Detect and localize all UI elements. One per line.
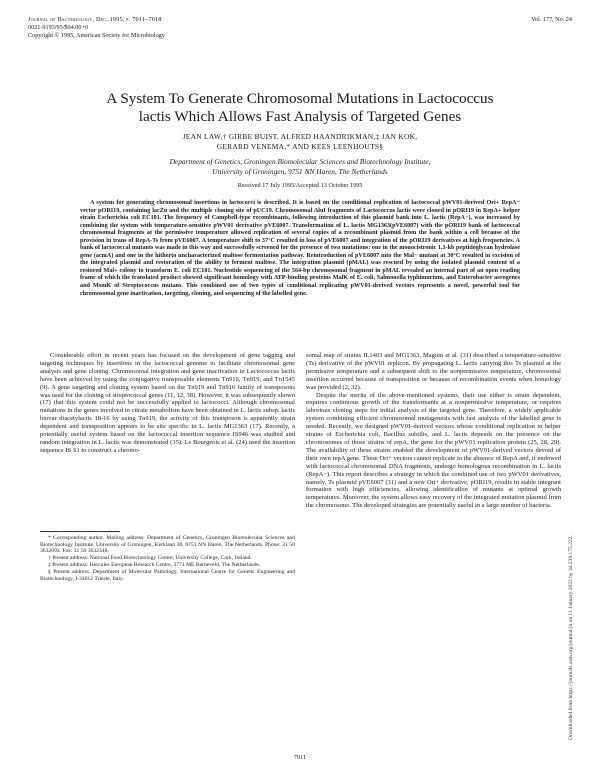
footnote-corresponding: * Corresponding author. Mailing address: Department of Genetics, Groningen Biomolecular Sciences and Biotechnology Institute, University of Groningen, Kerklaan 30, 9751 NN Haren, The Netherlands. Phone: 31 50 3632093. Fax: 31 50 3632348. — [40, 535, 295, 555]
affiliation-line-1: Department of Genetics, Groningen Biomolecular Sciences and Biotechnology Institute, — [169, 157, 431, 166]
intro-paragraph-1: Considerable effort in recent years has focused on the development of gene tagging and targeting techniques by insertions in the lactococcal genome to facilitate chromosomal gene analysis and gene cloning. Chromosomal integration and gene inactivation in Lactococcus lactis have been achieved by using the conjugative transposable elements Tn916, Tn919, and Tn1545 (9). A gene targeting and cloning system based on the Tn919 and Tn916 family of transposons was used for the cloning of streptococcal genes (11, 12, 38). However, it was subsequently shown (17) that this system could not be successfully applied to lactococci. Although chromosomal mutations in the genes involved in citrate metabolism have been obtained in L. lactis subsp. lactis biovar diacetylactis 18-16 by using Tn919, the activity of this transposon is apparently strain dependent and transposition appears to be site specific in L. lactis MG1363 (17). Recently, a potentially useful system based on the lactococcal insertion sequence IS946 was studied and random integration in L. lactis was demonstrated (35). Le Bourgeois et al. (24) used the insertion sequence IS S1 to construct a chromo- — [40, 352, 295, 454]
author-list — [40, 132, 560, 152]
title-line-1: A System To Generate Chromosomal Mutations in Lactococcus — [106, 90, 494, 107]
body-column-left — [40, 352, 295, 455]
abstract: A system for generating chromosomal insertions in lactococci is described. It is based on the conditional replication of lactococcal pWV01-derived Ori+ RepA− vector pORI19, containing lacZα and the multiple cloning site of pUC19. Chromosomal AluI fragments of Lactococcus lactis were cloned in pORI19 in RepA+ helper strain Escherichia coli EC101. The frequency of Campbell-type recombinants, following introduction of this plasmid bank into L. lactis (RepA−), was increased by combining the system with temperature-sensitive pWV01 derivative pVE6007. Transformation of L. lactis MG1363(pVE6007) with the pORI19 bank of lactococcal chromosomal fragments at the permissive temperature allowed replication of several copies of a recombinant plasmid from the bank within a cell because of the provision in trans of RepA-Ts from pVE6007. A temperature shift to 37°C resulted in loss of pVE6007 and integration of the pORI19 derivatives at high frequencies. A bank of lactococcal mutants was made in this way and successfully screened for the presence of two mutations: one in the monocistronic 1.3-kb peptidoglycan hydrolase gene (acmA) and one in the hitherto uncharacterized maltose fermentation pathway. Reintroduction of pVE6007 into the Mal− mutant at 30°C resulted in excision of the integrated plasmid and restoration of the ability to ferment maltose. The integration plasmid (pMAL) was rescued by using the isolated plasmid content of a restored Mal+ colony to transform E. coli EC101. Nucleotide sequencing of the 564-bp chromosomal fragment in pMAL revealed an internal part of an open reading frame of which the translated product showed significant homology with ATP-binding proteins MalK of E. coli, Salmonella typhimurium, and Enterobacter aerogenes and MsmK of Streptococcus mutans. This combined use of two types of conditional replicating pWV01-derived vectors represents a novel, powerful tool for chromosomal gene inactivation, targeting, cloning, and sequencing of the labelled gene. — [80, 200, 520, 297]
journal-header — [28, 16, 165, 40]
page-number: 7011 — [293, 754, 307, 761]
copyright: Copyright © 1995, American Society for Microbiology — [28, 32, 165, 39]
affiliation — [40, 157, 560, 176]
affiliation-line-2: University of Groningen, 9751 NN Haren, The Netherlands — [212, 166, 388, 176]
paper-title — [40, 90, 560, 126]
intro-paragraph-1-continued: somal map of strains IL1403 and MG1363. Maguin et al. (31) described a temperature-sensitive (Ts) derivative of the pWV01 replicon. By propagating L. lactis carrying this Ts plasmid at the permissive temperature and a subsequent shift to the nonpermissive temperature, chromosomal insertion occurred because of transposition or because of recombination events when homology was provided (2, 32). — [306, 352, 561, 391]
footnote-present-address-2: ‡ Present address: Hercules European Research Centre, 3771 ME Barneveld, The Netherlands. — [48, 562, 261, 569]
journal-citation: Journal of Bacteriology, Dec. 1995, p. 7011–7018 — [28, 16, 162, 23]
authors-line-1: JEAN LAW,† GIRBE BUIST, ALFRED HAANDRIKMAN,‡ JAN KOK, — [182, 132, 418, 141]
volume-number: Vol. 177, No. 24 — [531, 16, 572, 23]
footnotes — [40, 535, 295, 583]
download-watermark: Downloaded from https://journals.asm.org/journal/jb on 11 January 2022 by 34.239.175.222. — [568, 535, 574, 740]
body-column-right — [306, 352, 561, 510]
intro-paragraph-2: Despite the merits of the above-mentioned systems, their use either is strain dependent, requires continuous growth of the transformants at a nonpermissive temperature, or requires laborious cloning steps for initial analysis of the targeted gene. Therefore, a widely applicable system combining efficient chromosomal mutagenesis with fast analysis of the labelled gene is needed. Recently, we designed pWV01-derived vectors whose conditional replication in helper strains of Escherichia coli, Bacillus subtilis, and L. lactis depends on the presence on the chromosomes of those strains of repA, the gene for the pWV01 replication protein (25, 28, 29). The availability of these strains enabled the development of pWV01-derived vectors devoid of their own repA gene. These Ori+ vectors cannot replicate in the absence of RepA and, if endowed with lactococcal chromosomal DNA fragments, undergo homologous recombination in L. lactis (RepA−). This report describes a strategy in which the combined use of two pWV01 derivatives, namely, Ts plasmid pVE6007 (31) and a new Ori+ derivative, pORI19, results in stable integrant formation with high efficiencies, allowing identification of mutants at optimal growth temperatures. Moreover, the system allows easy recovery of the integrated mutation plasmid from the chromosome. The developed strategies are potentially useful in a large number of bacteria. — [306, 391, 561, 510]
footnote-divider — [40, 531, 120, 532]
footnote-present-address-1: † Present address: National Food Biotechnology Centre, University College, Cork, Ireland. — [48, 555, 252, 562]
authors-line-2: GERARD VENEMA,* AND KEES LEENHOUTS§ — [216, 142, 384, 151]
received-dates: Received 17 July 1995/Accepted 13 October 1995 — [237, 182, 363, 189]
footnote-present-address-3: § Present address: Department of Molecular Pathology, International Centre for Genetic Engineering and Biotechnology, I-34012 Trieste, Italy. — [40, 569, 295, 583]
issn: 0021-9193/95/$04.00+0 — [28, 24, 89, 31]
title-line-2: lactis Which Allows Fast Analysis of Targeted Genes — [138, 108, 462, 125]
